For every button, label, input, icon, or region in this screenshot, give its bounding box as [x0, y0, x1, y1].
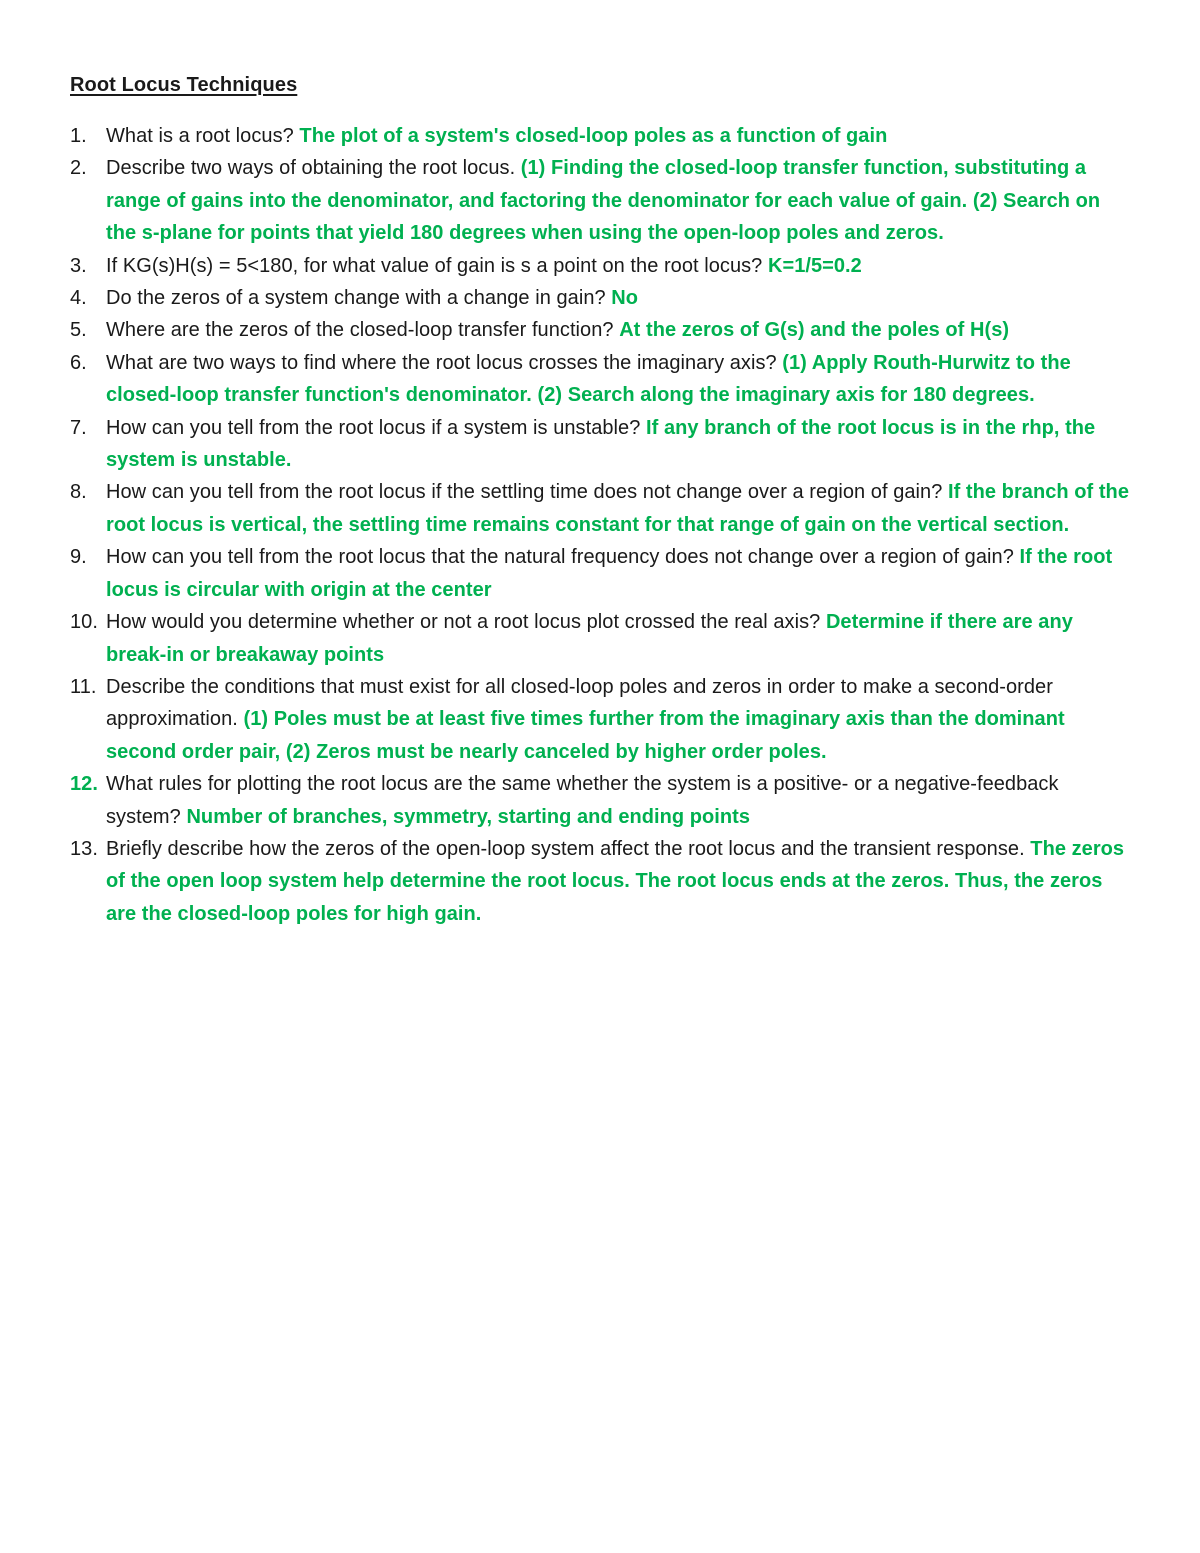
question-text: What rules for plotting the root locus are the same whether the system is a positive- or a negative-feedback system?	[106, 773, 1059, 828]
answer-text: K=1/5=0.2	[767, 254, 862, 277]
item-number: 6.	[70, 351, 87, 374]
question-text: How would you determine whether or not a root locus plot crossed the real axis?	[106, 611, 821, 634]
list-item	[70, 347, 1132, 412]
answer-text: If the branch of the root locus is vertical, the settling time remains constant for that range of gain on the vertical section.	[106, 481, 1129, 536]
list-item	[70, 476, 1132, 541]
list-item	[70, 412, 1132, 477]
list-item	[70, 314, 1132, 346]
answer-text: If any branch of the root locus is in the rhp, the system is unstable.	[106, 416, 1096, 472]
list-item	[70, 250, 1132, 282]
answer-text: Number of branches, symmetry, starting and ending points	[186, 805, 751, 828]
answer-text: At the zeros of G(s) and the poles of H(s)	[619, 319, 1010, 342]
answer-text: (1) Apply Routh-Hurwitz to the closed-loop transfer function's denominator. (2) Search along the imaginary axis for 180 degrees.	[106, 351, 1071, 407]
list-item	[70, 152, 1132, 249]
item-number: 11.	[70, 675, 97, 698]
answer-text: (1) Poles must be at least five times further from the imaginary axis than the dominant second order pair, (2) Zeros must be nearly canceled by higher order poles.	[106, 708, 1065, 763]
question-text: Where are the zeros of the closed-loop transfer function?	[106, 319, 614, 342]
item-number: 12.	[70, 773, 98, 796]
list-item	[70, 282, 1132, 314]
item-number: 3.	[70, 254, 87, 277]
answer-text: Determine if there are any break-in or breakaway points	[106, 611, 1073, 666]
item-number: 13.	[70, 837, 98, 860]
answer-text: The plot of a system's closed-loop poles as a function of gain	[299, 125, 888, 147]
list-item	[70, 541, 1132, 606]
item-number: 9.	[70, 546, 87, 569]
list-item	[70, 768, 1132, 833]
answer-text: The zeros of the open loop system help determine the root locus. The root locus ends at the zeros. Thus, the zeros are the closed-loop poles for high gain.	[106, 837, 1125, 925]
list-item	[70, 833, 1132, 930]
answer-text: If the root locus is circular with origin at the center	[106, 546, 1113, 601]
item-number: 4.	[70, 287, 87, 310]
question-text: Describe two ways of obtaining the root locus.	[106, 157, 516, 180]
list-item	[70, 606, 1132, 671]
question-text: How can you tell from the root locus if a system is unstable?	[106, 416, 641, 439]
item-number: 5.	[70, 319, 87, 342]
question-text: How can you tell from the root locus if the settling time does not change over a region of gain?	[106, 481, 943, 504]
question-text: If KG(s)H(s) = 5<180, for what value of gain is s a point on the root locus?	[106, 254, 763, 277]
question-text: Do the zeros of a system change with a change in gain?	[106, 287, 606, 310]
question-text: Describe the conditions that must exist for all closed-loop poles and zeros in order to make a second-order approximation.	[106, 675, 1053, 731]
item-number: 2.	[70, 157, 87, 180]
question-text: What is a root locus?	[106, 125, 294, 147]
document-title: Root Locus Techniques	[70, 74, 298, 96]
item-number: 8.	[70, 481, 87, 504]
answer-text: (1) Finding the closed-loop transfer function, substituting a range of gains into the denominator, and factoring the denominator for each value of gain. (2) Search on the s-plane for points that yield 180 degrees when using the open-loop poles and zeros.	[106, 157, 1101, 245]
item-number: 7.	[70, 416, 87, 439]
answer-text: No	[611, 287, 639, 310]
list-item	[70, 120, 1132, 152]
item-number: 1.	[70, 125, 87, 147]
question-text: Briefly describe how the zeros of the open-loop system affect the root locus and the transient response.	[106, 837, 1025, 860]
question-text: What are two ways to find where the root locus crosses the imaginary axis?	[106, 351, 777, 374]
question-text: How can you tell from the root locus that the natural frequency does not change over a region of gain?	[106, 546, 1014, 569]
question-list	[70, 120, 1132, 930]
list-item	[70, 671, 1132, 768]
item-number: 10.	[70, 611, 98, 634]
